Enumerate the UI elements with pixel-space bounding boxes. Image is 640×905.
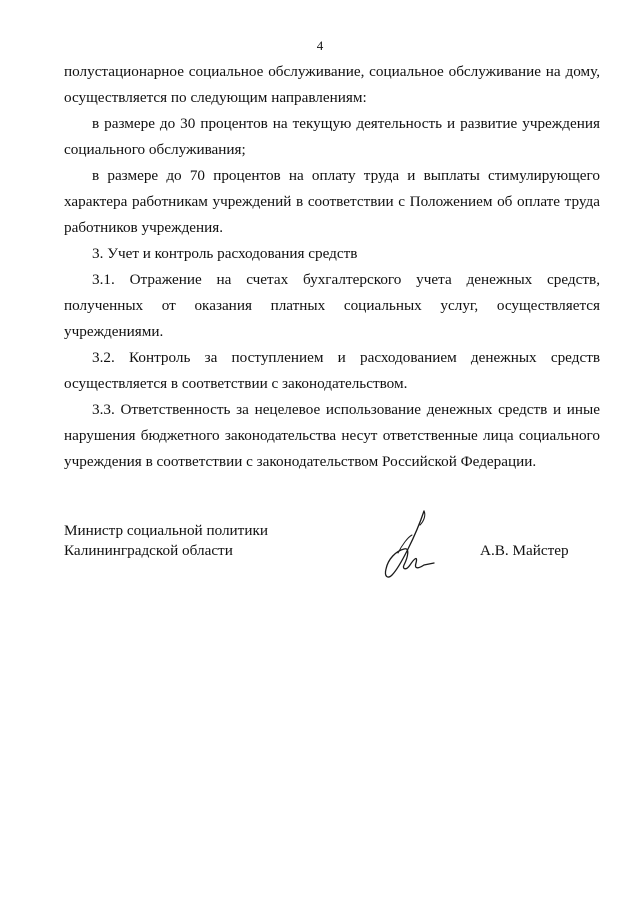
clause-3-1: 3.1. Отражение на счетах бухгалтерского учета денежных средств, полученных от оказания платных социальных услуг, осуществляется учреждениями. [64, 271, 600, 340]
page-number: 4 [316, 38, 324, 53]
signer-title [64, 521, 268, 561]
clause-3-2: 3.2. Контроль за поступлением и расходованием денежных средств осуществляется в соответствии с законодательством. [64, 349, 600, 392]
section-heading: 3. Учет и контроль расходования средств [92, 245, 358, 262]
handwritten-signature [374, 507, 446, 583]
paragraph-70-percent: в размере до 70 процентов на оплату труда и выплаты стимулирующего характера работникам учреждений в соответствии с Положением об оплате труда работников учреждения. [64, 167, 600, 236]
signer-title-line-1: Министр социальной политики [64, 522, 268, 539]
paragraph-30-percent: в размере до 30 процентов на текущую деятельность и развитие учреждения социального обслуживания; [64, 115, 600, 158]
signer-name: А.В. Майстер [480, 542, 569, 559]
paragraph-continuation: полустационарное социальное обслуживание, социальное обслуживание на дому, осуществляется по следующим направлениям: [64, 63, 600, 106]
signer-title-line-2: Калининградской области [64, 542, 233, 559]
document-body [64, 59, 600, 475]
signature-block [64, 521, 600, 591]
clause-3-3: 3.3. Ответственность за нецелевое использование денежных средств и иные нарушения бюджетного законодательства несут ответственные лица социального учреждения в соответствии с законодательством Российской Федерации. [64, 401, 600, 470]
